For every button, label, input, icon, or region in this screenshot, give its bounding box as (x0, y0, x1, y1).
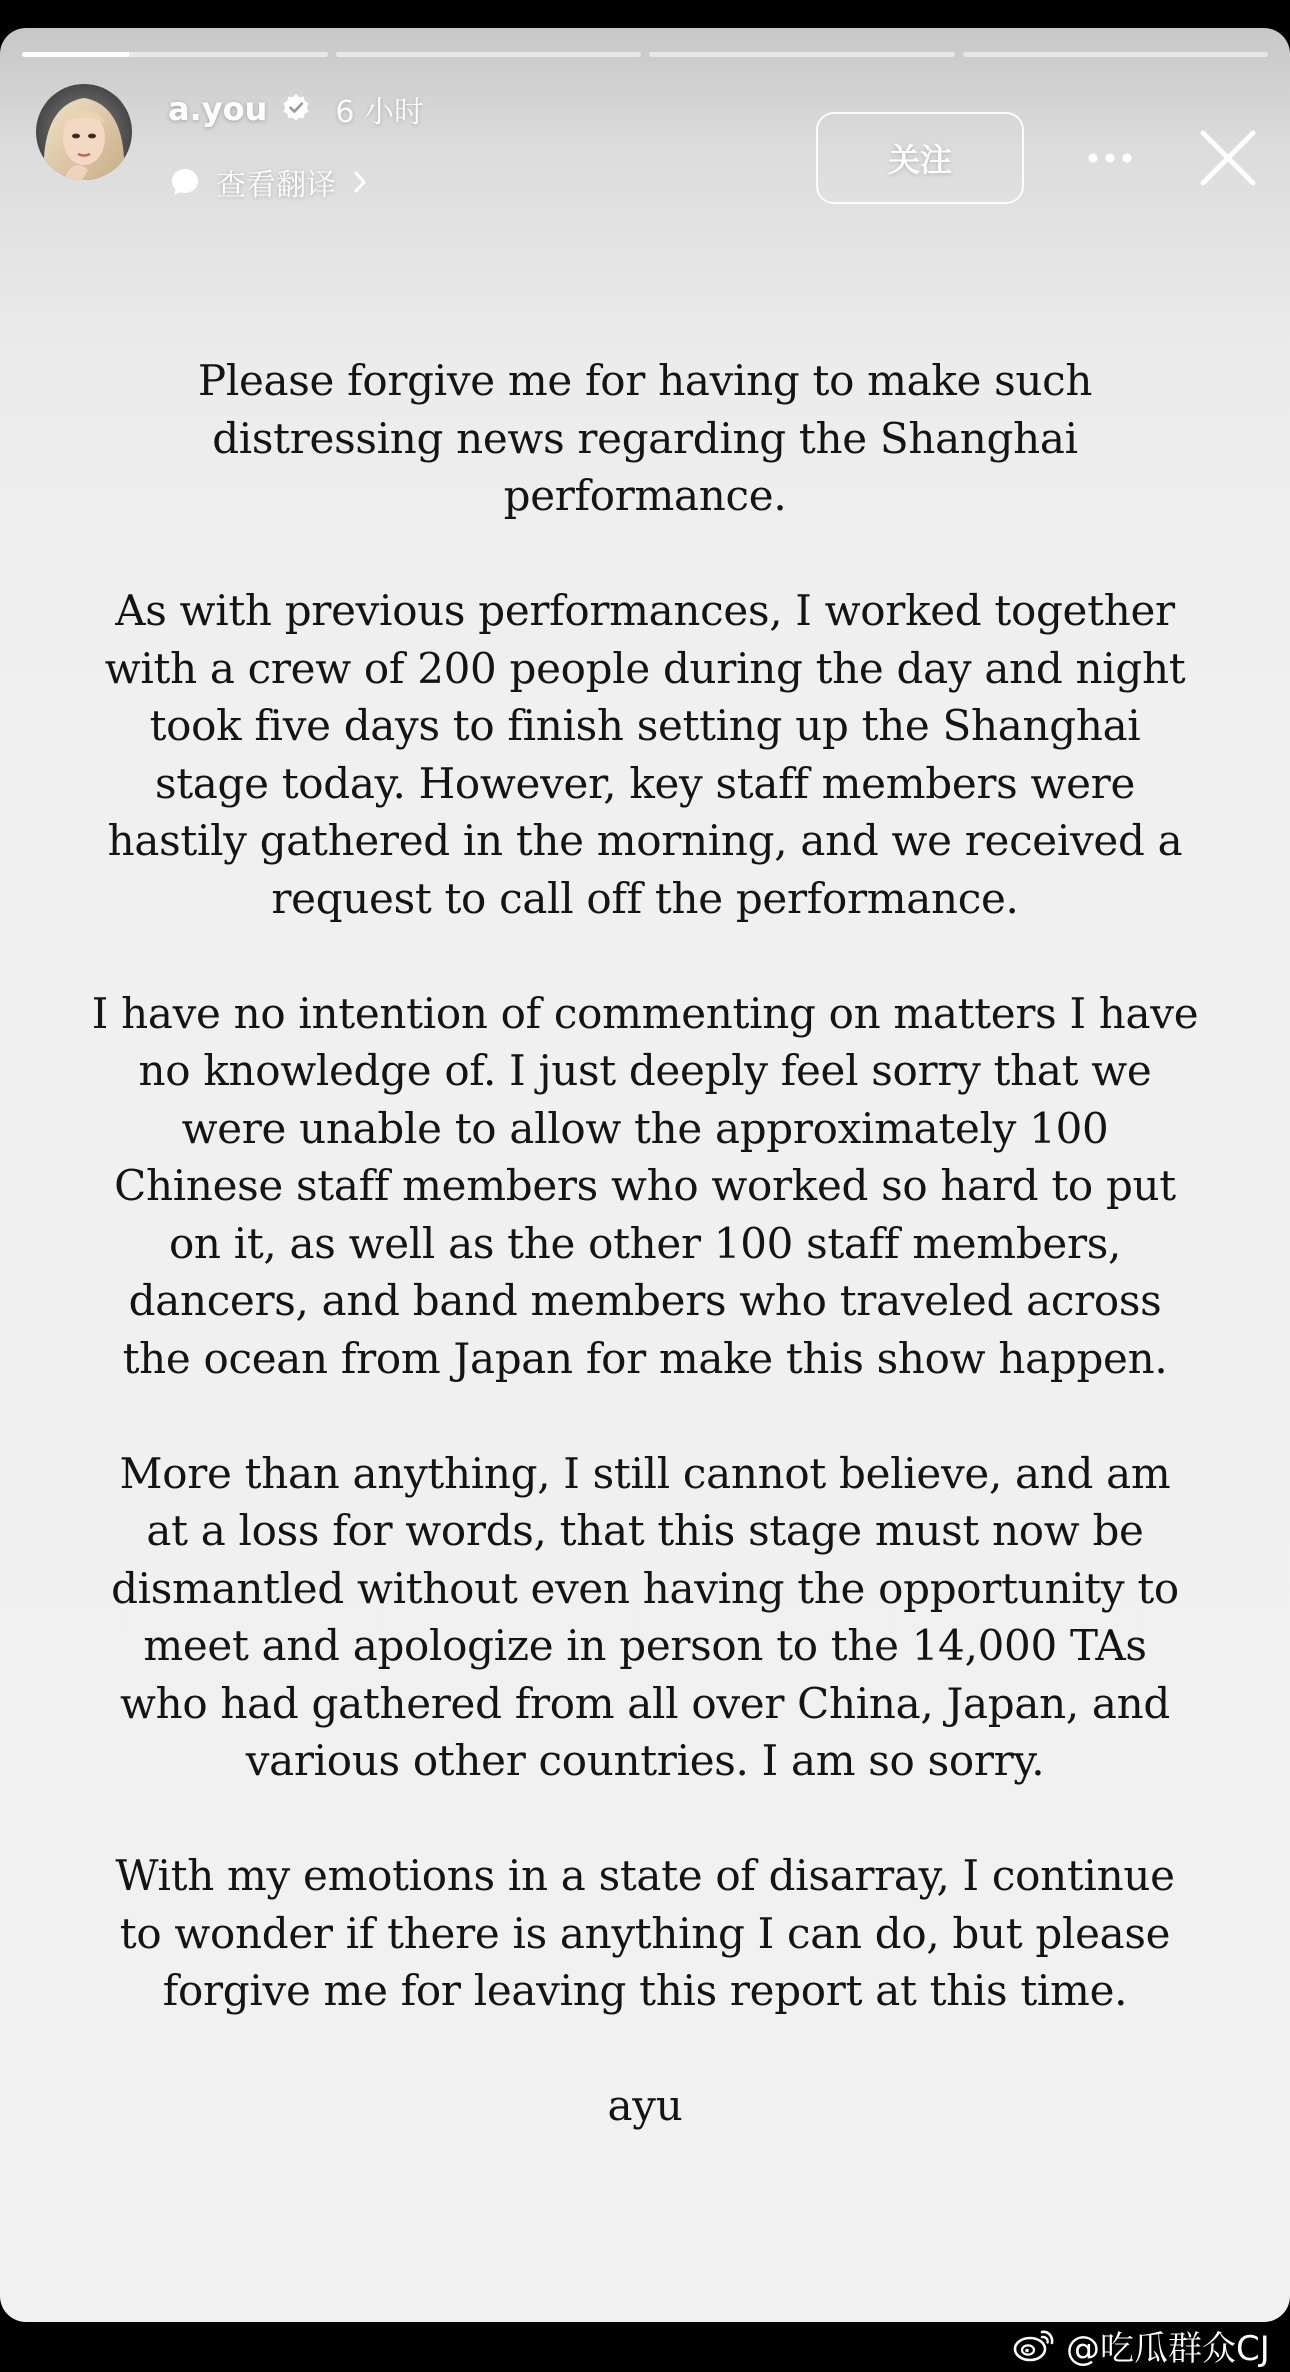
progress-segment (963, 52, 1269, 57)
story-card (0, 28, 1290, 2322)
message-line: no knowledge of. I just deeply feel sorry that we (138, 1046, 1152, 1095)
message-line: were unable to allow the approximately 100 (181, 1103, 1109, 1153)
message-paragraph (70, 582, 1220, 927)
message-line: meet and apologize in person to the 14,000 TAs (143, 1621, 1147, 1670)
message-line: to wonder if there is anything I can do, but please (119, 1908, 1171, 1958)
message-line: on it, as well as the other 100 staff members, (168, 1218, 1122, 1268)
message-line: took five days to finish setting up the Shanghai (149, 701, 1141, 750)
message-line: who had gathered from all over China, Japan, and (119, 1678, 1171, 1728)
message-line: at a loss for words, that this stage must now be (146, 1506, 1144, 1555)
follow-button[interactable]: 关注 (816, 112, 1024, 204)
avatar[interactable] (36, 84, 132, 180)
verified-badge-icon (279, 92, 313, 126)
avatar-portrait (36, 84, 132, 180)
signature-line: ayu (607, 2081, 683, 2130)
close-icon (1197, 127, 1259, 189)
username[interactable]: a.you (168, 90, 268, 128)
progress-segment (336, 52, 642, 57)
progress-segment (649, 52, 955, 57)
message-line: forgive me for leaving this report at this time. (162, 1966, 1128, 2015)
message-line: Chinese staff members who worked so hard to put (114, 1161, 1176, 1210)
message-line: hastily gathered in the morning, and we received a (107, 816, 1183, 865)
message-signature (70, 2077, 1220, 2135)
message-line: various other countries. I am so sorry. (245, 1736, 1045, 1785)
see-translation-link[interactable] (168, 158, 370, 206)
progress-segment (22, 52, 328, 57)
more-options-button[interactable] (1070, 128, 1150, 188)
message-paragraph (70, 985, 1220, 1388)
post-timestamp: 6 小时 (335, 95, 424, 130)
message-line: dismantled without even having the opportunity to (111, 1563, 1179, 1613)
message-line: performance. (503, 471, 787, 520)
message-line: dancers, and band members who traveled across (128, 1276, 1162, 1325)
chevron-right-icon (350, 167, 370, 197)
message-paragraph (70, 1847, 1220, 2020)
story-progress-bar (22, 52, 1268, 57)
progress-segment-fill (22, 52, 129, 57)
watermark-text: @吃瓜群众CJ (1066, 2328, 1270, 2369)
message-line: With my emotions in a state of disarray, I continue (115, 1851, 1175, 1900)
post-meta-row (168, 84, 424, 134)
message-line: distressing news regarding the Shanghai (212, 413, 1078, 463)
message-paragraph (70, 352, 1220, 525)
message-line: the ocean from Japan for make this show happen. (122, 1333, 1168, 1383)
message-line: Please forgive me for having to make such (197, 356, 1093, 405)
close-button[interactable] (1192, 122, 1264, 194)
message-line: More than anything, I still cannot believe, and am (119, 1448, 1171, 1498)
more-dots-icon (1085, 151, 1135, 165)
story-message (70, 352, 1220, 2192)
message-line: As with previous performances, I worked together (115, 586, 1175, 635)
message-line: request to call off the performance. (271, 873, 1019, 923)
message-line: I have no intention of commenting on matters I have (91, 988, 1199, 1038)
message-line: with a crew of 200 people during the day and night (104, 643, 1186, 693)
weibo-logo-icon (1012, 2326, 1056, 2364)
weibo-watermark (1012, 2320, 1270, 2370)
see-translation-label: 查看翻译 (216, 168, 336, 203)
message-line: stage today. However, key staff members were (154, 758, 1136, 808)
message-paragraph (70, 1445, 1220, 1790)
translate-bubble-icon (168, 165, 202, 199)
